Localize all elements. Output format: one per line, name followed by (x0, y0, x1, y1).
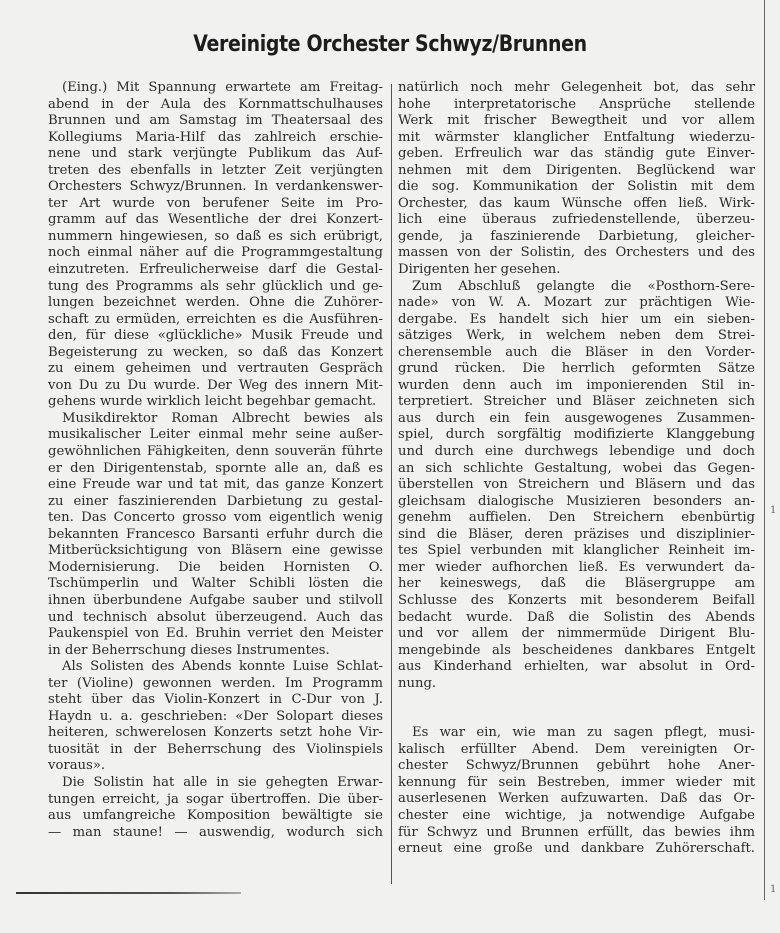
text-line: einzutreten. Erfreulicherweise darf die Gestal- (48, 262, 383, 278)
text-line: lich eine überaus zufriedenstellende, überzeu- (398, 212, 755, 228)
text-line: an sich schlichte Gestaltung, wobei das Gegen- (398, 460, 755, 476)
text-line: nehmen mit dem Dirigenten. Beglückend war (398, 162, 755, 178)
text-line: voraus». (48, 758, 106, 774)
text-line: Kollegiums Maria-Hilf das zahlreich erschie- (48, 129, 383, 145)
text-line: treten des ebenfalls in letzter Zeit verjüngten (48, 162, 383, 178)
text-line: Orchester, das kaum Wünsche offen ließ. Wirk- (398, 195, 755, 211)
text-line: Als Solisten des Abends konnte Luise Schlat- (62, 659, 383, 675)
text-line: noch einmal näher auf die Programmgestaltung (48, 245, 383, 261)
text-line: ihnen überbundene Aufgabe sauber und stilvoll (48, 592, 383, 608)
text-line: Die Solistin hat alle in sie gehegten Erwar- (62, 774, 383, 790)
text-line: steht über das Violin-Konzert in C-Dur von J. (48, 692, 383, 708)
text-line: nade» von W. A. Mozart zur prächtigen Wie- (398, 295, 755, 311)
text-line: abend in der Aula des Kornmattschulhauses (48, 96, 383, 112)
text-line: und durch eine durchwegs lebendige und doch (398, 444, 755, 460)
text-line: aus durch ein fein ausgewogenes Zusammen- (398, 410, 755, 426)
text-line: — man staune! — auswendig, wodurch sich (48, 824, 383, 840)
text-line: Begeisterung zu wecken, so daß das Konzert (48, 344, 383, 360)
text-line: Es war ein, wie man zu sagen pflegt, musi- (412, 725, 755, 741)
text-line: her keineswegs, daß die Bläsergruppe am (398, 576, 755, 592)
text-line: kennung für sein Bestreben, immer wieder mit (398, 774, 755, 790)
text-line: Paukenspiel von Ed. Bruhin verriet den Meister (48, 626, 383, 642)
text-line: Werk mit frischer Bewegtheit und vor allem (398, 113, 755, 129)
text-line: (Eing.) Mit Spannung erwartete am Freitag- (62, 80, 383, 95)
text-line: natürlich noch mehr Gelegenheit bot, das sehr (398, 80, 755, 95)
text-line: Brunnen und am Samstag im Theatersaal des (48, 113, 383, 129)
text-line: Dirigenten her gesehen. (398, 262, 561, 278)
text-line: dergabe. Es handelt sich hier um ein sieben- (398, 311, 755, 327)
article-headline: Vereinigte Orchester Schwyz/Brunnen (193, 32, 587, 57)
text-line: genehm auffielen. Den Streichern ebenbürtig (398, 510, 755, 526)
text-line: nummern hingewiesen, so daß es sich erübrigt, (48, 228, 383, 244)
text-line: mengebinde als bescheidenes dankbares Entgelt (398, 642, 755, 658)
text-line: und vor allem der nimmermüde Dirigent Blu- (398, 626, 755, 642)
text-line: cherensemble auch die Bläser in den Vorder- (398, 344, 755, 360)
edge-mark: 1 (770, 884, 777, 895)
text-line: hohe interpretatorische Ansprüche stellende (398, 96, 755, 112)
text-line: gramm auf das Wesentliche der drei Konzert- (48, 212, 383, 228)
text-line: mit wärmster klanglicher Entfaltung wiederzu- (398, 129, 755, 145)
article-end-rule (16, 892, 241, 894)
text-line: für Schwyz und Brunnen erfüllt, das bewies ihm (398, 824, 755, 840)
text-line: Schlusse des Konzerts mit besonderem Beifall (398, 592, 755, 608)
text-line: ten. Das Concerto grosso vom eigentlich wenig (48, 510, 383, 526)
text-line: nene und stark verjüngte Publikum das Auf- (48, 146, 383, 162)
text-line: bekannten Francesco Barsanti erfuhr durch die (48, 526, 383, 542)
text-line: auserlesenen Werken aufzuwarten. Daß das Or- (398, 791, 755, 807)
text-line: massen von der Solistin, des Orchesters und des (398, 245, 755, 261)
text-line: tung des Programms als sehr glücklich und ge- (48, 278, 383, 294)
text-line: zu einem geheimen und vertrauten Gespräch (48, 361, 383, 377)
text-line: er den Dirigentenstab, spornte alle an, daß es (48, 460, 383, 476)
text-line: Orchesters Schwyz/Brunnen. In verdankenswer- (48, 179, 383, 195)
text-line: chester Schwyz/Brunnen gebührt hohe Aner- (398, 758, 755, 774)
text-line: ter Art wurde von berufener Seite im Pro- (48, 195, 383, 211)
text-line: chester eine wichtige, ja notwendige Aufgabe (398, 807, 755, 823)
paragraph-gap (398, 692, 755, 725)
text-line: die sog. Kommunikation der Solistin mit dem (398, 179, 755, 195)
text-line: erneut eine große und dankbare Zuhörerschaft. (398, 841, 755, 857)
text-line: Tschümperlin und Walter Schibli lösten die (48, 576, 383, 592)
text-line: kalisch erfüllter Abend. Dem vereinigten Or- (398, 741, 755, 757)
text-line: Musikdirektor Roman Albrecht bewies als (62, 410, 383, 426)
edge-mark: 1 (770, 505, 777, 516)
text-line: gewöhnlichen Fähigkeiten, denn souverän führte (48, 444, 383, 460)
text-line: eine Freude war und tat mit, das ganze Konzert (48, 477, 383, 493)
text-line: mer wieder aufhorchen ließ. Es verwundert da- (398, 559, 755, 575)
text-line: Zum Abschluß gelangte die «Posthorn-Sere- (412, 278, 755, 294)
text-line: lungen bezeichnet werden. Ohne die Zuhörer- (48, 295, 383, 311)
text-line: geben. Erfreulich war das ständig gute Einver- (398, 146, 755, 162)
text-line: gehens wurde wirklich leicht begehbar gemacht. (48, 394, 377, 410)
text-line: gende, ja faszinierende Darbietung, gleicher- (398, 228, 755, 244)
text-line: musikalischer Leiter einmal mehr seine außer- (48, 427, 383, 443)
text-line: nung. (398, 675, 437, 691)
text-line: schaft zu ermüden, erreichten es die Ausführen- (48, 311, 383, 327)
text-line: den, für diese «glückliche» Musik Freude und (48, 328, 383, 344)
text-line: tes Spiel verbunden mit klanglicher Reinheit im- (398, 543, 755, 559)
text-line: heiteren, schwerelosen Konzerts setzt hohe Vir- (48, 725, 383, 741)
text-line: terpretiert. Streicher und Bläser zeichneten sich (398, 394, 755, 410)
column-divider (391, 84, 392, 884)
text-line: Modernisierung. Die beiden Hornisten O. (48, 559, 383, 575)
text-line: wurden denn auch im imponierenden Stil in- (398, 377, 755, 393)
article-column-left (48, 80, 383, 841)
article-column-right (398, 80, 755, 858)
text-line: Haydn u. a. geschrieben: «Der Solopart dieses (48, 708, 383, 724)
page-edge-rule (764, 0, 765, 900)
text-line: ter (Violine) gewonnen werden. Im Programm (48, 675, 383, 691)
text-line: spiel, durch sorgfältig modifizierte Klanggebung (398, 427, 755, 443)
text-line: überstellen von Streichern und Bläsern und das (398, 477, 755, 493)
text-line: Mitberücksichtigung von Bläsern eine gewisse (48, 543, 383, 559)
text-line: grund rücken. Die herrlich geformten Sätze (398, 361, 755, 377)
text-line: aus Kinderhand erhielten, war absolut in Ord- (398, 659, 755, 675)
text-line: tuosität in der Beherrschung des Violinspiels (48, 741, 383, 757)
text-line: und technisch absolut überzeugend. Auch das (48, 609, 383, 625)
text-line: in der Beherrschung dieses Instrumentes. (48, 642, 330, 658)
text-line: aus umfangreiche Komposition bewältigte sie (48, 808, 383, 824)
text-line: zu einer faszinierenden Darbietung zu gestal- (48, 493, 383, 509)
text-line: sätziges Werk, in welchem neben dem Strei- (398, 328, 755, 344)
text-line: tungen erreicht, ja sogar übertroffen. Die über- (48, 791, 383, 807)
text-line: bedacht wurde. Daß die Solistin des Abends (398, 609, 755, 625)
text-line: gleichsam dialogische Musizieren besonders an- (398, 493, 755, 509)
text-line: sind die Bläser, deren präzises und disziplinier- (398, 526, 755, 542)
text-line: von Du zu Du wurde. Der Weg des innern Mit- (48, 377, 383, 393)
